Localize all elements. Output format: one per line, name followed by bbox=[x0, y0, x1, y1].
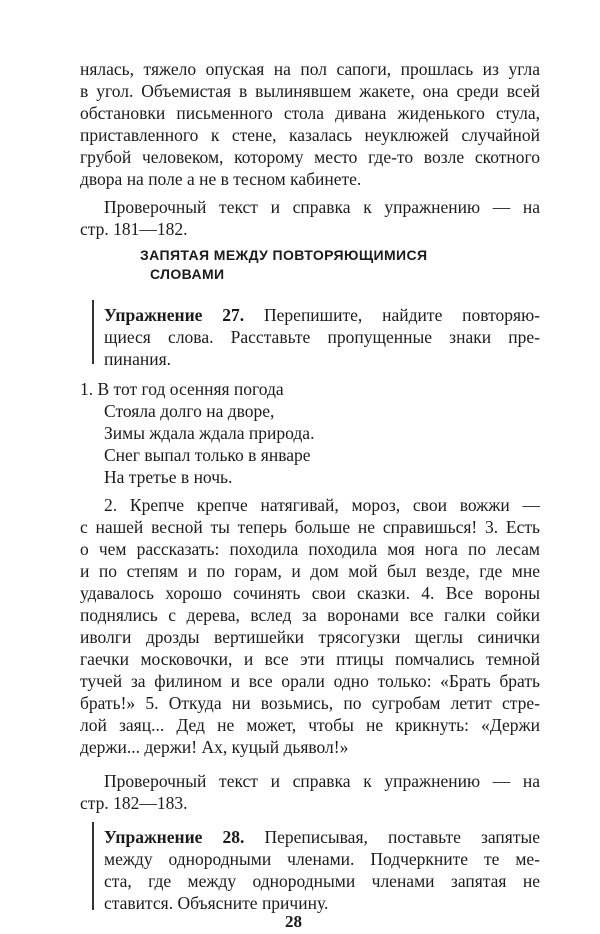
exercise-28-line bbox=[104, 826, 540, 848]
text-line: 2. Крепче крепче натягивай, мороз, свои вожжи — bbox=[104, 495, 540, 515]
text-line: двора на поле а не в тесном кабинете. bbox=[80, 169, 362, 189]
exercise-27-line: пинания. bbox=[104, 349, 172, 369]
exercise-28-title: Упражнение 28. bbox=[104, 827, 245, 847]
text-line: нялась, тяжело опуская на пол сапоги, прошлась из угла bbox=[80, 59, 540, 79]
text-line: иволги дрозды вертишейки трясогузки щеглы синички bbox=[80, 627, 540, 647]
text-line: обстановки письменного стола дивана жиденького стула, bbox=[80, 103, 540, 123]
poem-line: 1. В тот год осенняя погода bbox=[80, 379, 284, 399]
text-line: и по степям и по горам, и дом мой был везде, где мне bbox=[80, 561, 540, 581]
text-line: в угол. Объемистая в вылинявшем жакете, она среди всей bbox=[80, 81, 540, 101]
exercise-27-text: Перепишите, найдите повторяю- bbox=[244, 305, 540, 325]
exercise-27-title: Упражнение 27. bbox=[104, 305, 245, 325]
poem-line: На третье в ночь. bbox=[104, 467, 233, 487]
check-reference: Проверочный текст и справка к упражнению — на bbox=[104, 197, 540, 217]
text-line: приставленного к стене, казалась неуклюжей случайной bbox=[80, 125, 540, 145]
text-line: поднялись с дерева, вслед за воронами все галки сойки bbox=[80, 605, 540, 625]
poem-line: Снег выпал только в январе bbox=[104, 445, 311, 465]
check-reference: Проверочный текст и справка к упражнению — на bbox=[104, 771, 540, 791]
text-line: лой заяц... Дед не может, чтобы не крикнуть: «Держи bbox=[80, 715, 540, 735]
section-heading: ЗАПЯТАЯ МЕЖДУ ПОВТОРЯЮЩИМИСЯ bbox=[140, 247, 428, 263]
section-heading: СЛОВАМИ bbox=[150, 266, 225, 282]
exercise-27-line: щиеся слова. Расставьте пропущенные знаки пре- bbox=[104, 327, 540, 347]
check-reference: стр. 182—183. bbox=[80, 793, 188, 813]
exercise-28-line: ста, где между однородными членами запятая не bbox=[104, 871, 540, 891]
text-line: гаечки московочки, и все эти птицы помчались темной bbox=[80, 649, 540, 669]
check-reference: стр. 181—182. bbox=[80, 219, 188, 239]
exercise-28-line: ставится. Объясните причину. bbox=[104, 893, 329, 913]
text-line: с нашей весной ты теперь больше не справишься! 3. Есть bbox=[80, 517, 540, 537]
exercise-28-text: Переписывая, поставьте запятые bbox=[244, 827, 540, 847]
text-line: грубой человеком, которому место где-то возле скотного bbox=[80, 147, 540, 167]
text-line: брать!» 5. Откуда ни возьмись, по сугробам летит стре- bbox=[80, 693, 540, 713]
exercise-margin-bar bbox=[92, 822, 94, 910]
poem-line: Стояла долго на дворе, bbox=[104, 401, 275, 421]
text-line: тучей за филином и все орали одно только: «Брать брать bbox=[80, 671, 540, 691]
text-line: о чем рассказать: походила походила моя нога по лесам bbox=[80, 539, 540, 559]
exercise-margin-bar bbox=[92, 300, 94, 364]
text-line: держи... держи! Ах, куцый дьявол!» bbox=[80, 737, 349, 757]
exercise-27-line bbox=[104, 304, 540, 326]
page-number: 28 bbox=[285, 912, 302, 931]
text-line: удавалось хорошо сочинять свои сказки. 4. Все вороны bbox=[80, 583, 540, 603]
exercise-28-line: между однородными членами. Подчеркните те ме- bbox=[104, 849, 540, 869]
poem-line: Зимы ждала ждала природа. bbox=[104, 423, 315, 443]
